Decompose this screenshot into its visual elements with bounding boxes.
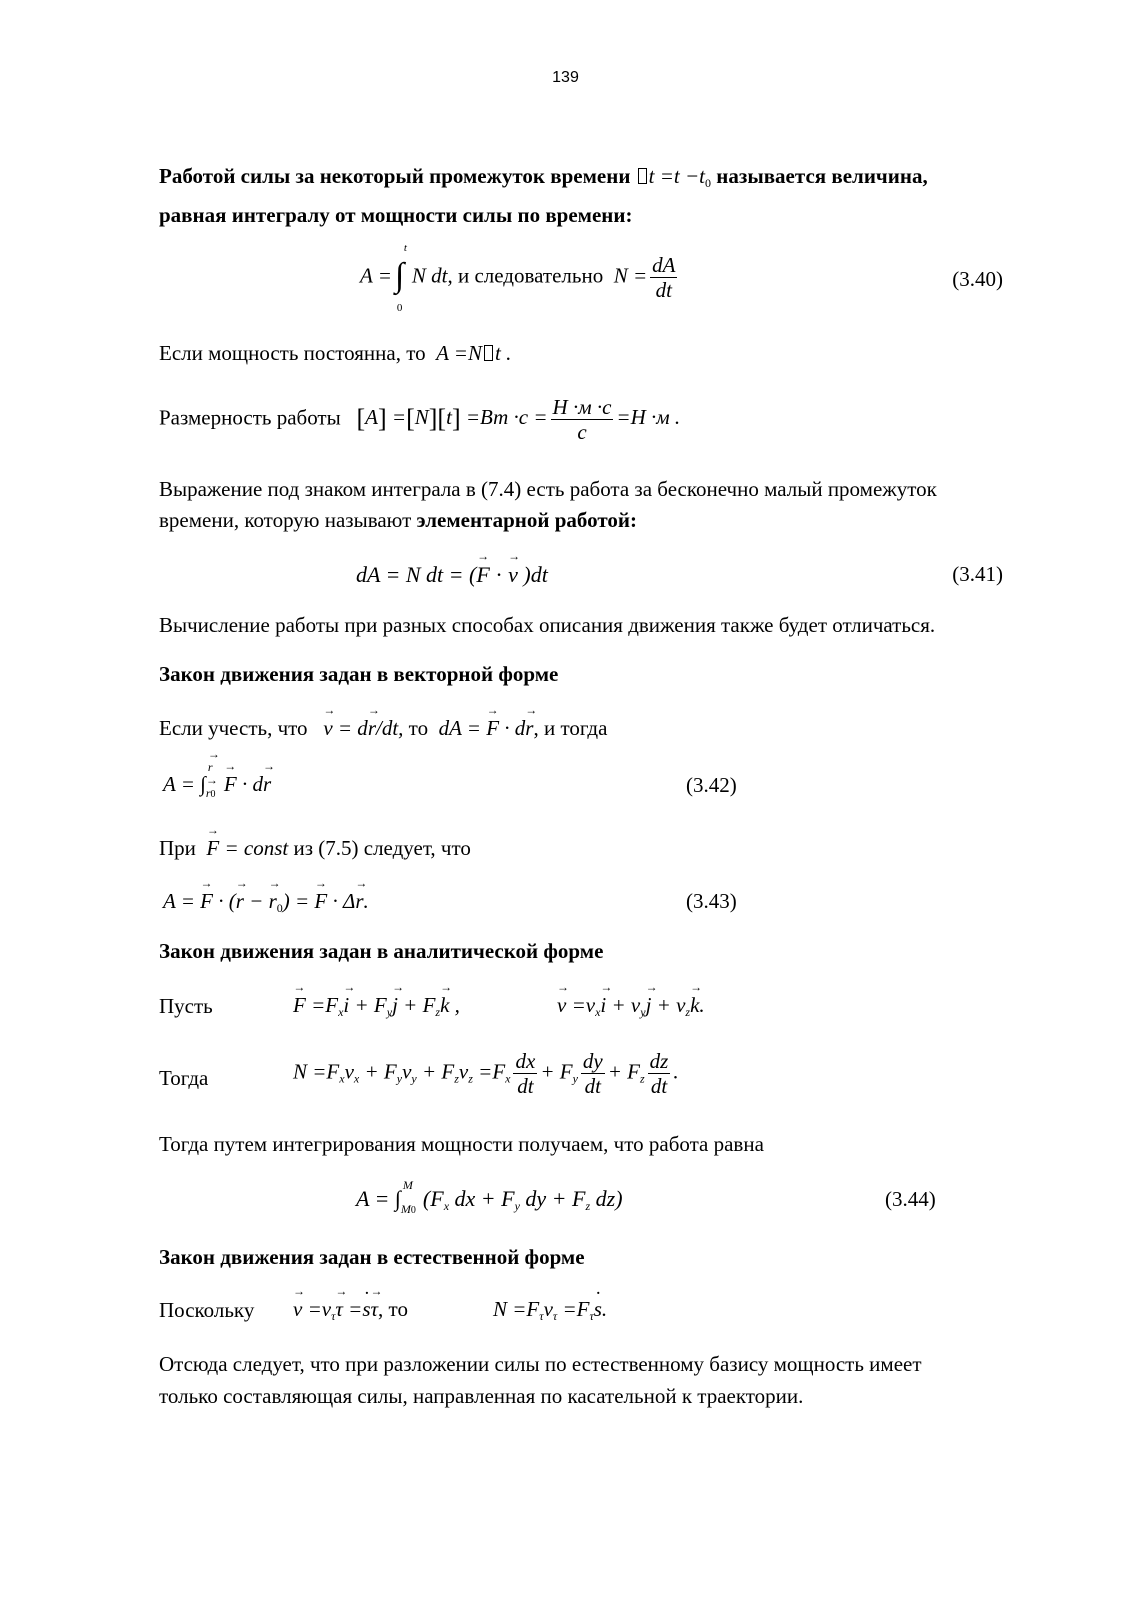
equation-3-42: A = ∫ r → r →0 F → · dr → xyxy=(163,772,271,797)
heading-analytic-form: Закон движения задан в аналитической форме xyxy=(159,939,604,963)
conclusion-line-2: только составляющая силы, направленная по касательной к траектории. xyxy=(159,1384,804,1408)
dimension-line xyxy=(159,395,680,444)
eq340-rhs-lhs: N = xyxy=(613,263,648,288)
tangential-velocity: $v \to =v_\tau\tau \to =s$ ˙τ → xyxy=(293,1297,378,1321)
definition-line-2: равная интегралу от мощности силы по времени: xyxy=(159,203,633,227)
equation-3-41: dA = N dt = (F → · v → )dt xyxy=(356,562,548,588)
equation-number-3-41: (3.41) xyxy=(952,562,1003,586)
page-number: 139 xyxy=(552,69,579,86)
then-label: Тогда xyxy=(159,1066,209,1090)
constant-power-formula: A =N t . xyxy=(436,341,512,365)
constant-power-line: Если мощность постоянна, то A =N t . xyxy=(159,341,512,365)
equation-3-44: A = ∫ M M0 ($F_x$ dx + $F_y$ dy + $F_z$ dz) xyxy=(356,1178,623,1216)
calculation-note: Вычисление работы при разных способах описания движения также будет отличаться. xyxy=(159,613,936,637)
definition-text-b: называется величина, xyxy=(716,164,928,188)
constant-force-line: При F → = const из (7.5) следует, что xyxy=(159,836,471,861)
eq340-lhs: A = xyxy=(360,263,392,288)
eq340-integrand: N dt xyxy=(411,263,448,288)
velocity-components: $v \to =v_xi$ → + $v_yj$ → + $v_zk$ →. xyxy=(557,993,705,1020)
fraction-units: $\frac{Н \cdot м \cdot с}{с}$ xyxy=(552,395,612,445)
time-interval-formula: $t =t -t_0$ xyxy=(636,164,711,188)
eq340-conjunction: , и следовательно xyxy=(447,263,604,288)
definition-line-1 xyxy=(159,164,928,191)
equation-number-3-43: (3.43) xyxy=(686,889,737,913)
definition-text-a: Работой силы за некоторый промежуток времени xyxy=(159,164,631,188)
equation-3-43: A = F → · (r → − $r \to_0) = F$ → · Δr →. xyxy=(163,889,369,916)
heading-natural-form: Закон движения задан в естественной форме xyxy=(159,1245,585,1269)
fraction-dz-dt: $\frac{dz}{dt}$ xyxy=(649,1049,669,1099)
fraction-dA-dt: $\frac{dA}{dt}$ xyxy=(652,253,676,303)
integration-text: Тогда путем интегрирования мощности получаем, что работа равна xyxy=(159,1132,764,1156)
equation-3-40 xyxy=(360,241,680,314)
fraction-dy-dt: $\frac{dy}{dt}$ xyxy=(582,1049,603,1099)
delta-glyph-box xyxy=(638,168,647,184)
dimension-formula: [A] =[N][t] =Вт ·с = $\frac{Н \cdot м \cdot с}{с}$ =Н ·м . xyxy=(356,395,681,445)
elementary-line-2: времени, которую называют элементарной работой: xyxy=(159,508,637,532)
elementary-work-term: элементарной работой: xyxy=(416,508,637,532)
natural-velocity-line: $v \to =v_\tau\tau \to =s$ ˙τ →, то xyxy=(293,1297,408,1324)
since-label: Поскольку xyxy=(159,1298,255,1322)
power-components: $N =F_xv_x + F_yv_y + F_zv_z =F_x$ $\frac{dx}{dt}$ + $F_y$ $\frac{dy}{dt}$ + $F_z$ $\frac{dz}{dt}$ . xyxy=(293,1049,679,1099)
equation-number-3-42: (3.42) xyxy=(686,773,737,797)
elementary-line-1: Выражение под знаком интеграла в (7.4) есть работа за бесконечно малый промежуток xyxy=(159,477,937,501)
let-label: Пусть xyxy=(159,994,213,1018)
velocity-definition: v → = dr →/dt, xyxy=(323,716,403,740)
fraction-dx-dt: $\frac{dx}{dt}$ xyxy=(515,1049,536,1099)
equation-number-3-44: (3.44) xyxy=(885,1187,936,1211)
equation-number-3-40: (3.40) xyxy=(952,267,1003,291)
vector-condition-line: Если учесть, что v → = dr →/dt, то dA = F → · dr →, и тогда xyxy=(159,716,607,741)
conclusion-line-1: Отсюда следует, что при разложении силы по естественному базису мощность имеет xyxy=(159,1352,922,1376)
constant-force-formula: F → = const xyxy=(206,836,288,860)
elementary-work-vector: dA = F → · dr → xyxy=(439,716,534,740)
heading-vector-form: Закон движения задан в векторной форме xyxy=(159,662,559,686)
integral-sign: ∫ t 0 xyxy=(394,241,407,314)
force-components: $F \to =F_xi$ → + $F_yj$ → + $F_zk$ → , xyxy=(293,993,460,1020)
dimension-label: Размерность работы xyxy=(159,405,341,430)
tangential-power: $N =F_\tau v_\tau =F_\tau s$ ˙. xyxy=(493,1297,607,1324)
